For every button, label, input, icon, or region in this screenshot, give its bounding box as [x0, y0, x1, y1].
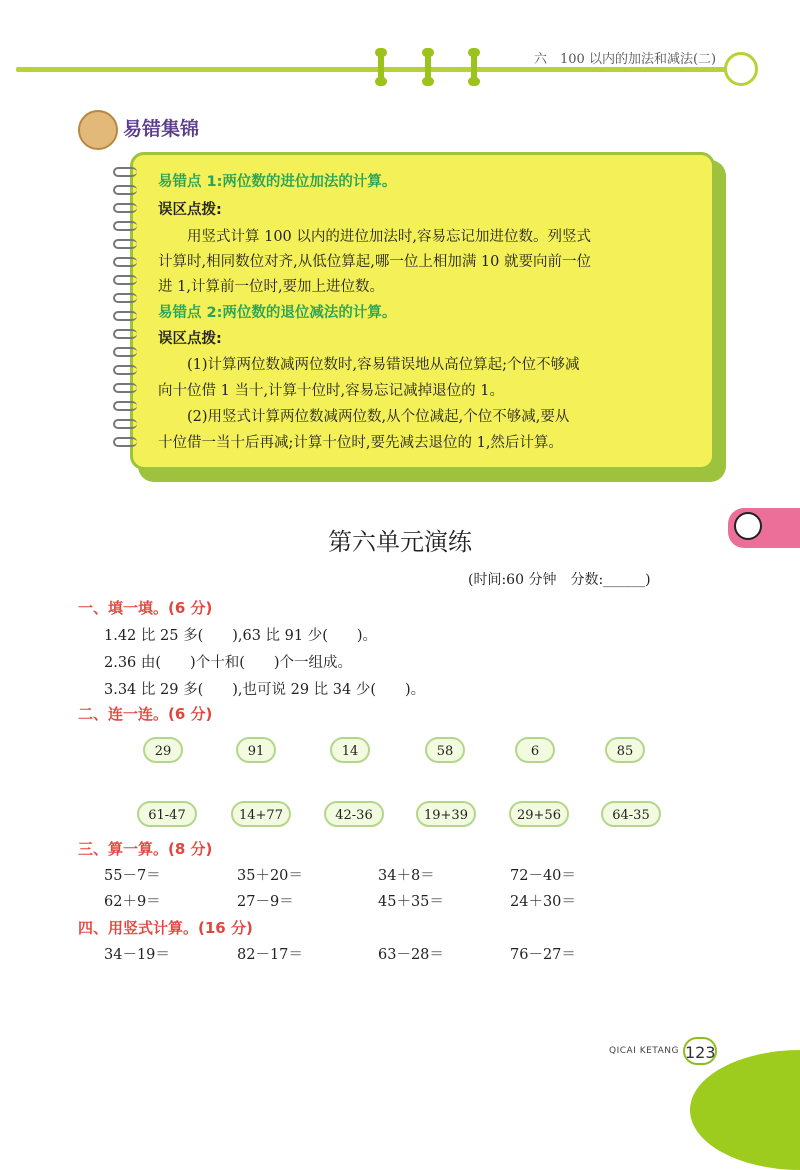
calc-item: 45＋35＝ [378, 894, 444, 910]
calc-item: 62＋9＝ [104, 894, 161, 910]
match-expression[interactable]: 19+39 [416, 801, 476, 827]
corner-decoration [690, 1050, 800, 1170]
calc-item: 55－7＝ [104, 868, 161, 884]
question-3-title: 三、算一算。(8 分) [78, 840, 213, 858]
spiral-ring-icon [113, 167, 137, 177]
spiral-ring-icon [113, 437, 137, 447]
spiral-ring-icon [113, 311, 137, 321]
mascot-icon [78, 110, 118, 150]
spiral-ring-icon [113, 239, 137, 249]
header-badge-icon [724, 52, 758, 86]
question-2-title: 二、连一连。(6 分) [78, 705, 213, 723]
match-number[interactable]: 58 [425, 737, 465, 763]
pin-icon [425, 50, 431, 84]
section-title: 易错集锦 [123, 118, 200, 140]
spiral-ring-icon [113, 401, 137, 411]
tip-2-label: 误区点拨: [158, 331, 222, 347]
question-1-item: 1.42 比 25 多( ),63 比 91 少( )。 [104, 628, 378, 644]
question-1-item: 3.34 比 29 多( ),也可说 29 比 34 少( )。 [104, 682, 426, 698]
calc-item: 35＋20＝ [237, 868, 303, 884]
spiral-ring-icon [113, 365, 137, 375]
tip-2-line: (2)用竖式计算两位数减两位数,从个位减起,个位不够减,要从 [158, 409, 570, 425]
tip-1-line: 进 1,计算前一位时,要加上进位数。 [158, 279, 385, 295]
tip-1-label: 误区点拨: [158, 202, 222, 218]
match-number[interactable]: 6 [515, 737, 555, 763]
match-expression[interactable]: 14+77 [231, 801, 291, 827]
spiral-ring-icon [113, 275, 137, 285]
error-point-1-title: 易错点 1:两位数的进位加法的计算。 [158, 174, 397, 190]
pin-icon [471, 50, 477, 84]
spiral-ring-icon [113, 383, 137, 393]
spiral-ring-icon [113, 185, 137, 195]
question-1-item: 2.36 由( )个十和( )个一组成。 [104, 655, 353, 671]
calc-item: 34＋8＝ [378, 868, 435, 884]
spiral-ring-icon [113, 329, 137, 339]
tip-2-line: (1)计算两位数减两位数时,容易错误地从高位算起;个位不够减 [158, 357, 580, 373]
spiral-ring-icon [113, 293, 137, 303]
spiral-ring-icon [113, 257, 137, 267]
vertical-calc-item: 63－28＝ [378, 947, 444, 963]
question-4-title: 四、用竖式计算。(16 分) [78, 919, 253, 937]
page-number: 123 [683, 1037, 717, 1065]
tip-2-line: 向十位借 1 当十,计算十位时,容易忘记减掉退位的 1。 [158, 383, 504, 399]
tip-1-line: 用竖式计算 100 以内的进位加法时,容易忘记加进位数。列竖式 [158, 229, 592, 245]
match-expression[interactable]: 29+56 [509, 801, 569, 827]
pin-icon [378, 50, 384, 84]
tip-1-line: 计算时,相同数位对齐,从低位算起,哪一位上相加满 10 就要向前一位 [158, 254, 591, 270]
vertical-calc-item: 82－17＝ [237, 947, 303, 963]
match-expression[interactable]: 42-36 [324, 801, 384, 827]
calc-item: 72－40＝ [510, 868, 576, 884]
match-number[interactable]: 91 [236, 737, 276, 763]
unit-title: 第六单元演练 [328, 528, 472, 556]
match-expression[interactable]: 64-35 [601, 801, 661, 827]
vertical-calc-item: 76－27＝ [510, 947, 576, 963]
spiral-ring-icon [113, 347, 137, 357]
question-1-title: 一、填一填。(6 分) [78, 599, 213, 617]
footer-brand: QICAI KETANG [609, 1046, 679, 1056]
match-number[interactable]: 14 [330, 737, 370, 763]
tip-2-line: 十位借一当十后再减;计算十位时,要先减去退位的 1,然后计算。 [158, 435, 563, 451]
vertical-calc-item: 34－19＝ [104, 947, 170, 963]
time-score-line: (时间:60 分钟 分数:______) [468, 572, 651, 588]
spiral-ring-icon [113, 221, 137, 231]
spiral-ring-icon [113, 203, 137, 213]
match-number[interactable]: 29 [143, 737, 183, 763]
spiral-ring-icon [113, 419, 137, 429]
chapter-header: 六 100 以内的加法和减法(二) [534, 52, 717, 67]
match-expression[interactable]: 61-47 [137, 801, 197, 827]
match-number[interactable]: 85 [605, 737, 645, 763]
calc-item: 27－9＝ [237, 894, 294, 910]
error-point-2-title: 易错点 2:两位数的退位减法的计算。 [158, 305, 397, 321]
calc-item: 24＋30＝ [510, 894, 576, 910]
